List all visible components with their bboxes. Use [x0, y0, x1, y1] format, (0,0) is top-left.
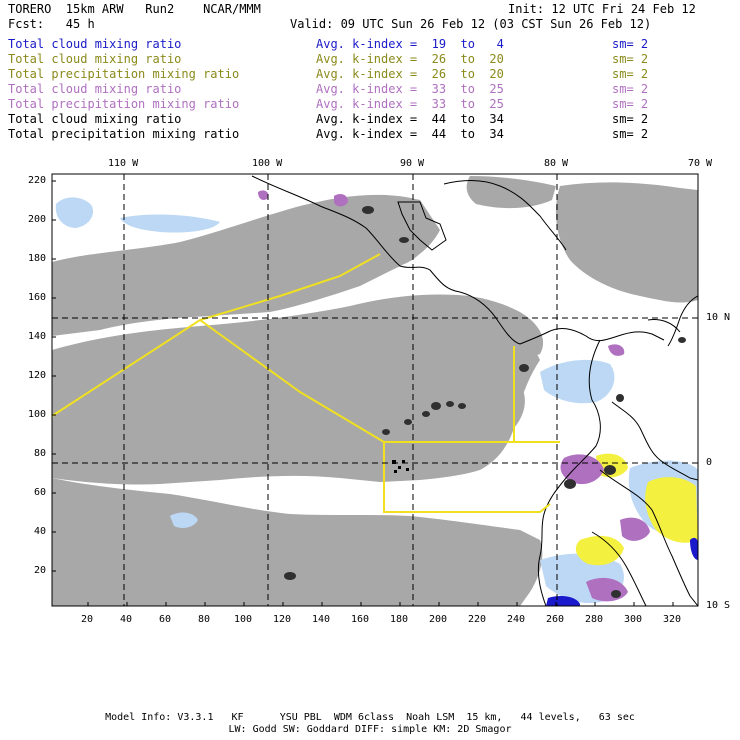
- x-tick-label: 180: [390, 614, 409, 625]
- map-field: [52, 174, 698, 606]
- legend-kindex: Avg. k-index = 44 to 34: [316, 112, 504, 126]
- legend-field: Total cloud mixing ratio: [8, 112, 182, 126]
- x-tick-label: 80: [198, 614, 211, 625]
- legend-smoothing: sm= 2: [612, 82, 649, 96]
- y-tick-label: 200: [28, 214, 47, 225]
- x-tick-label: 40: [120, 614, 133, 625]
- legend-kindex: Avg. k-index = 26 to 20: [316, 52, 504, 66]
- legend-smoothing: sm= 2: [612, 67, 649, 81]
- product-title: TORERO 15km ARW Run2 NCAR/MMM: [8, 2, 261, 16]
- lat-label: 10 S: [706, 600, 731, 611]
- valid-time: Valid: 09 UTC Sun 26 Feb 12 (03 CST Sun 26 Feb 12): [290, 17, 652, 31]
- legend-smoothing: sm= 2: [612, 52, 649, 66]
- x-tick-label: 160: [351, 614, 370, 625]
- legend-field: Total cloud mixing ratio: [8, 37, 182, 51]
- x-tick-label: 200: [429, 614, 448, 625]
- x-tick-label: 320: [663, 614, 682, 625]
- lon-label: 90 W: [400, 158, 425, 169]
- lat-label: 10 N: [706, 312, 731, 323]
- legend-kindex: Avg. k-index = 44 to 34: [316, 127, 504, 141]
- x-tick-label: 60: [159, 614, 172, 625]
- y-tick-label: 120: [28, 370, 47, 381]
- y-tick-label: 100: [28, 409, 47, 420]
- y-tick-label: 60: [34, 487, 47, 498]
- legend-smoothing: sm= 2: [612, 112, 649, 126]
- x-tick-label: 100: [234, 614, 253, 625]
- model-info: Model Info: V3.3.1 KF YSU PBL WDM 6class Noah LSM 15 km, 44 levels, 63 sec: [105, 712, 635, 723]
- x-tick-label: 120: [273, 614, 292, 625]
- x-tick-label: 260: [546, 614, 565, 625]
- init-time: Init: 12 UTC Fri 24 Feb 12: [508, 2, 696, 16]
- physics-info: LW: Godd SW: Goddard DIFF: simple KM: 2D Smagor: [228, 724, 512, 735]
- lon-label: 110 W: [108, 158, 139, 169]
- lon-label: 70 W: [688, 158, 713, 169]
- legend-kindex: Avg. k-index = 26 to 20: [316, 67, 504, 81]
- legend-field: Total precipitation mixing ratio: [8, 97, 240, 111]
- legend-smoothing: sm= 2: [612, 37, 649, 51]
- y-tick-label: 80: [34, 448, 47, 459]
- legend-field: Total precipitation mixing ratio: [8, 67, 240, 81]
- legend-kindex: Avg. k-index = 19 to 4: [316, 37, 504, 51]
- legend-field: Total precipitation mixing ratio: [8, 127, 240, 141]
- x-tick-label: 240: [507, 614, 526, 625]
- y-tick-label: 220: [28, 175, 47, 186]
- y-tick-label: 20: [34, 565, 47, 576]
- y-tick-label: 160: [28, 292, 47, 303]
- legend-kindex: Avg. k-index = 33 to 25: [316, 82, 504, 96]
- x-tick-label: 220: [468, 614, 487, 625]
- legend-field: Total cloud mixing ratio: [8, 82, 182, 96]
- lon-label: 100 W: [252, 158, 283, 169]
- y-tick-label: 180: [28, 253, 47, 264]
- legend-smoothing: sm= 2: [612, 127, 649, 141]
- x-tick-label: 300: [624, 614, 643, 625]
- x-tick-label: 140: [312, 614, 331, 625]
- lat-label: 0: [706, 457, 713, 468]
- legend-field: Total cloud mixing ratio: [8, 52, 182, 66]
- y-tick-label: 40: [34, 526, 47, 537]
- x-tick-label: 20: [81, 614, 94, 625]
- legend-kindex: Avg. k-index = 33 to 25: [316, 97, 504, 111]
- forecast-hour: Fcst: 45 h: [8, 17, 95, 31]
- lon-label: 80 W: [544, 158, 569, 169]
- x-tick-label: 280: [585, 614, 604, 625]
- legend-smoothing: sm= 2: [612, 97, 649, 111]
- y-tick-label: 140: [28, 331, 47, 342]
